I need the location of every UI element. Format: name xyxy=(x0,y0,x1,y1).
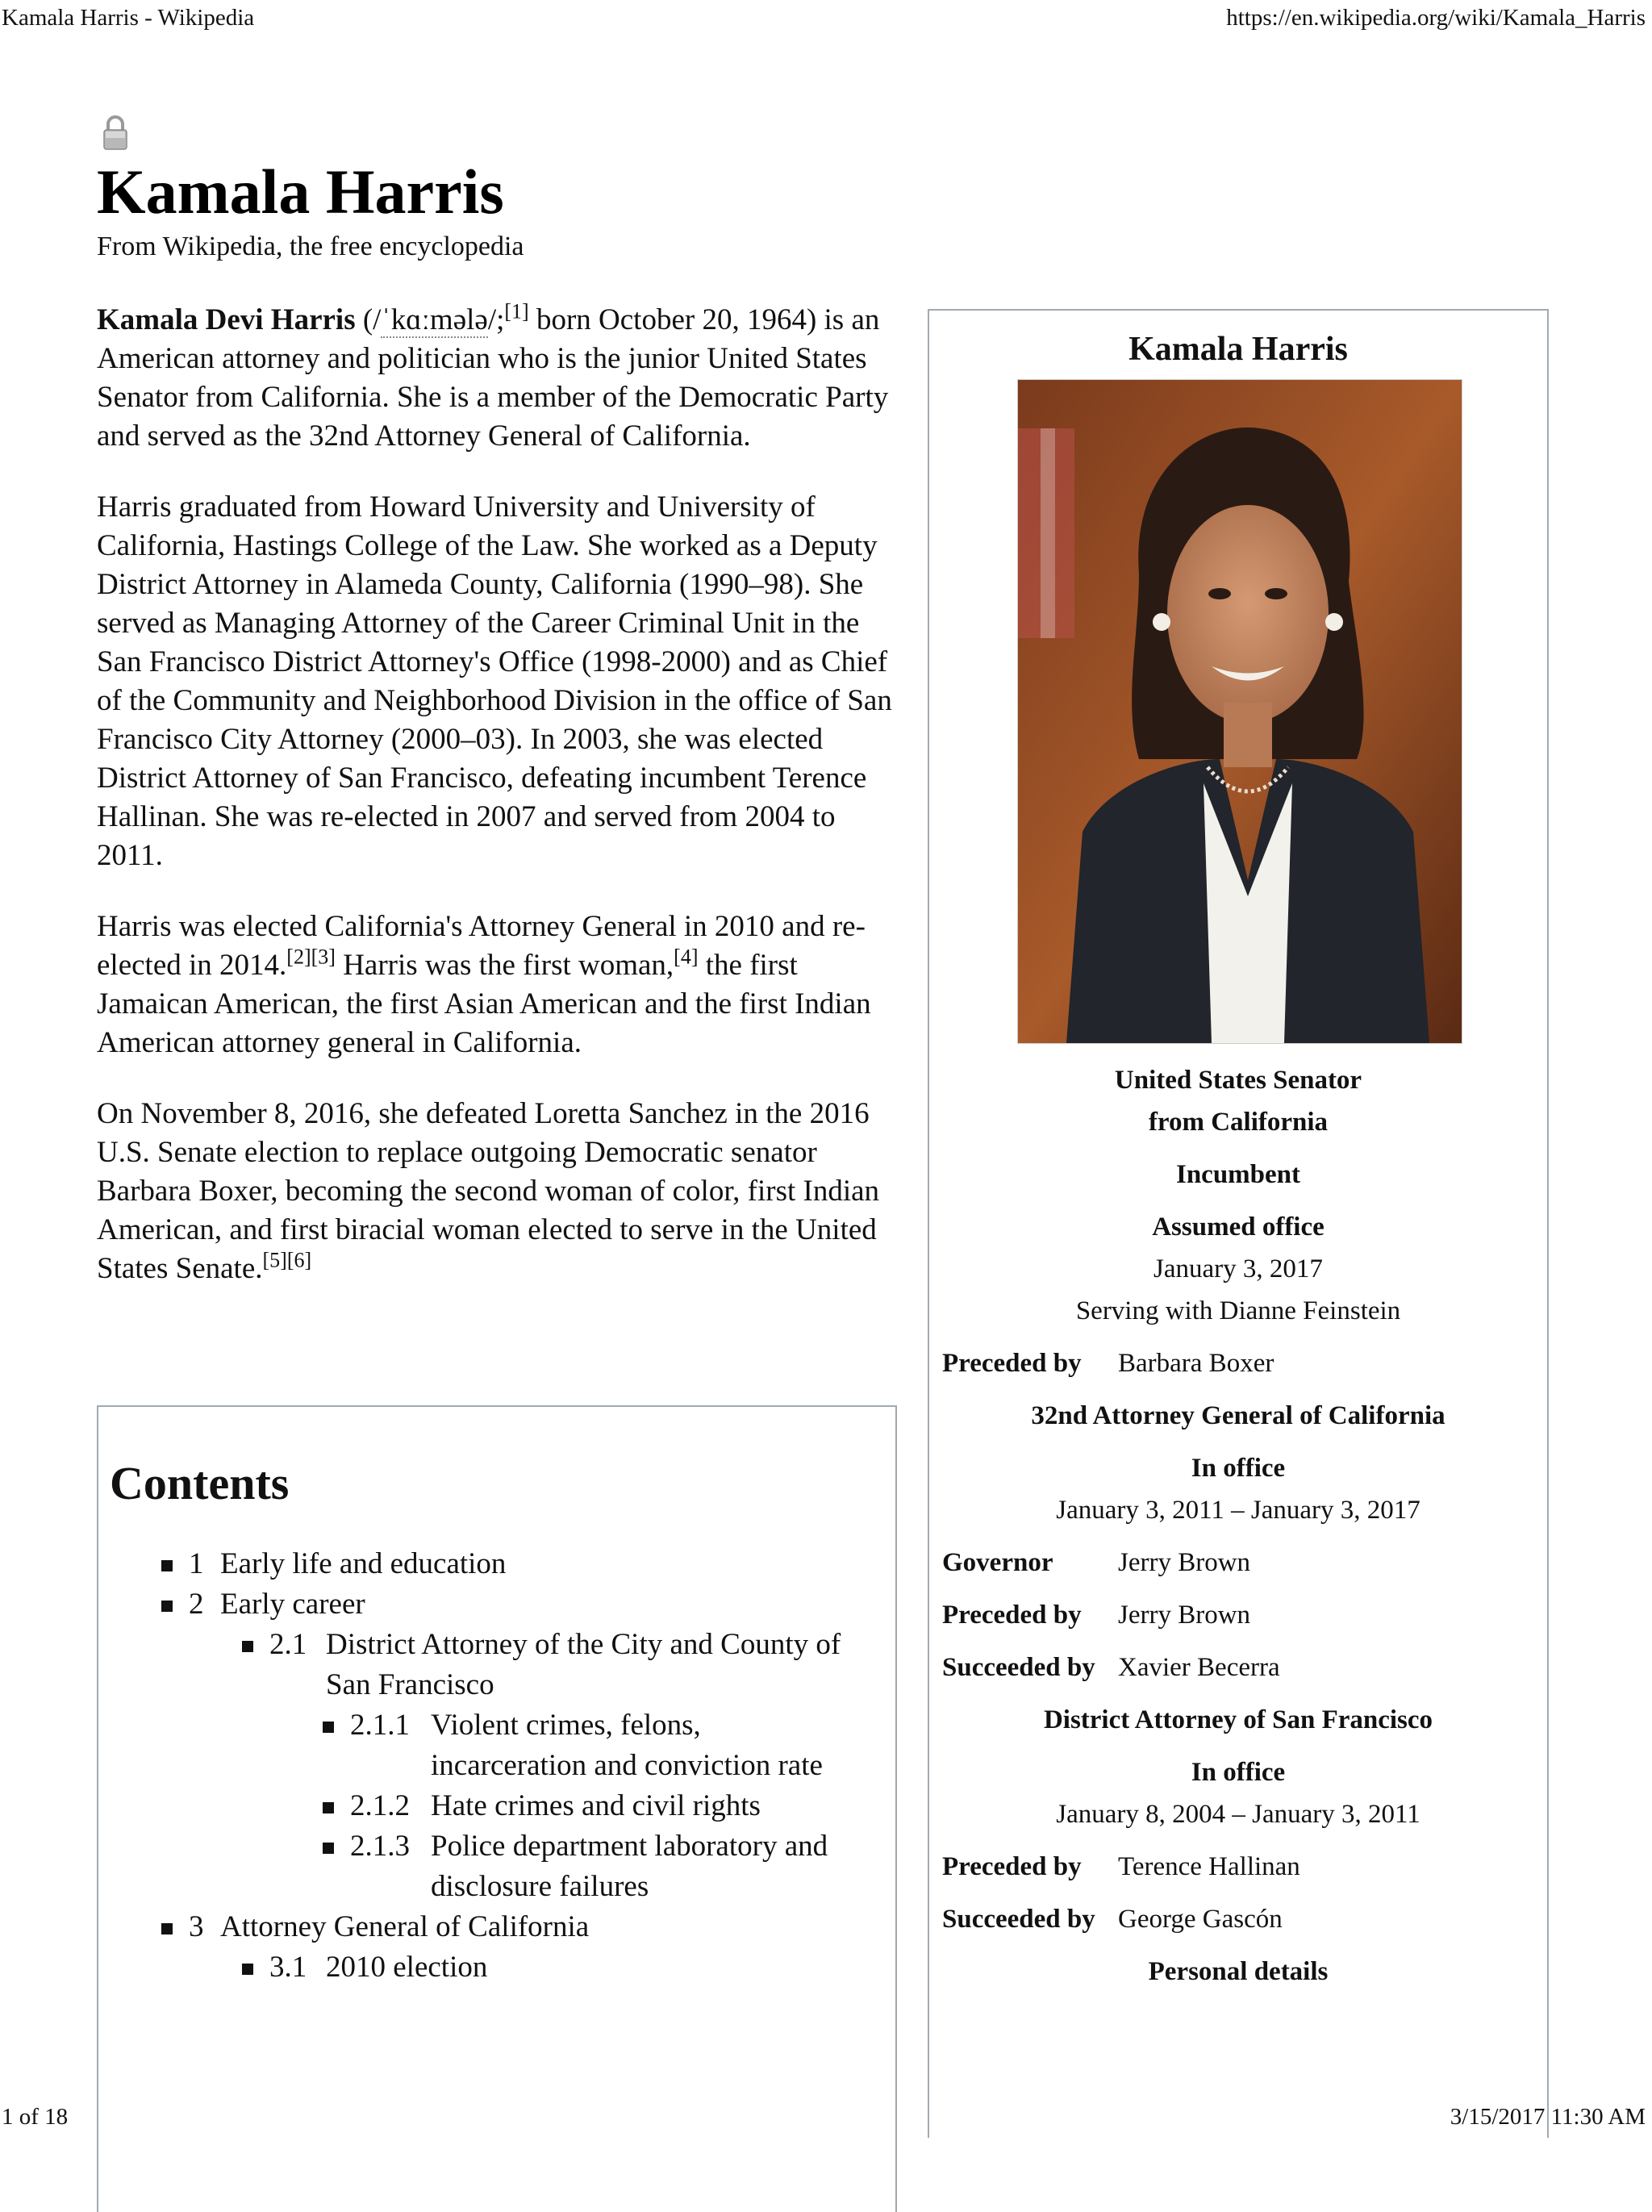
print-footer xyxy=(0,2101,1652,2133)
page-count: 1 of 18 xyxy=(2,2104,69,2130)
predecessor-link[interactable]: Terence Hallinan xyxy=(1118,1852,1300,1881)
ag-status: In office xyxy=(1191,1454,1286,1483)
bullet-icon xyxy=(161,1560,173,1571)
lock-icon xyxy=(101,113,130,152)
da-term: January 8, 2004 – January 3, 2011 xyxy=(1056,1800,1420,1829)
da-office[interactable]: District Attorney of San Francisco xyxy=(1043,1705,1433,1734)
bullet-icon xyxy=(242,1641,253,1652)
ag-term: January 3, 2011 – January 3, 2017 xyxy=(1056,1496,1420,1525)
predecessor-link[interactable]: Jerry Brown xyxy=(1118,1601,1251,1630)
personal-details-heading: Personal details xyxy=(1148,1957,1329,1986)
infobox-title: Kamala Harris xyxy=(1128,331,1348,368)
bullet-icon xyxy=(161,1601,173,1612)
bullet-icon xyxy=(323,1722,334,1733)
bullet-icon xyxy=(323,1843,334,1854)
toc-item[interactable]: 1 Early life and education xyxy=(98,1544,895,1584)
toc-item[interactable]: 2.1.3 Police department laboratory and disclosure failures xyxy=(98,1826,895,1907)
assumed-office-date: January 3, 2017 xyxy=(1153,1254,1323,1283)
bullet-icon xyxy=(161,1923,173,1934)
print-header xyxy=(0,2,1652,34)
print-page-title: Kamala Harris - Wikipedia xyxy=(2,5,255,31)
bullet-icon xyxy=(323,1802,334,1813)
predecessor-link[interactable]: Barbara Boxer xyxy=(1118,1349,1274,1378)
citation-link[interactable]: [6] xyxy=(286,1248,312,1272)
da-status: In office xyxy=(1191,1758,1286,1787)
infobox: Kamala Harris United States Senator from California Incumbent Assumed office January 3, 2017 Serving with Dianne Feinstein Preceded by Barbara Boxer 32nd Attorney General of California In office January 3, 2011 – January 3, 2017 Governor Jerry Brown Preceded by Jerry Brown Succeeded by Xavier Becerra District Attorney of San Francisco In office January 8, 2004 – January 3, 2011 Preceded by Terence Hallinan Succeeded by George Gascón Personal details xyxy=(928,309,1549,2138)
page-title: Kamala Harris xyxy=(97,157,504,227)
senate-office-state: from California xyxy=(1148,1108,1329,1137)
toc-item[interactable]: 3.1 2010 election xyxy=(98,1947,895,1988)
toc-item[interactable]: 2.1.2 Hate crimes and civil rights xyxy=(98,1786,895,1826)
assumed-office-label: Assumed office xyxy=(1152,1212,1325,1242)
successor-link[interactable]: Xavier Becerra xyxy=(1118,1653,1280,1682)
portrait-photo[interactable] xyxy=(1017,379,1462,1044)
citation-link[interactable]: [3] xyxy=(311,945,336,969)
citation-link[interactable]: [2] xyxy=(286,945,311,969)
education-paragraph: Harris graduated from Howard University and University of California, Hastings College of the Law. She worked as a Deputy District Attorney in Alameda County, California (1990–98). She served as Managing Attorney of the Career Criminal Unit in the San Francisco District Attorney's Office (1998-2000) and as Chief of the Community and Neighborhood Division in the office of San Francisco City Attorney (2000–03). In 2003, she was elected District Attorney of San Francisco, defeating incumbent Terence Hallinan. She was re-elected in 2007 and served from 2004 to 2011. xyxy=(97,490,892,872)
toc-list xyxy=(98,1544,895,1988)
site-tagline: From Wikipedia, the free encyclopedia xyxy=(97,232,524,261)
print-url: https://en.wikipedia.org/wiki/Kamala_Harris xyxy=(1226,5,1646,31)
toc-item[interactable]: 3 Attorney General of California xyxy=(98,1907,895,1947)
governor-link[interactable]: Jerry Brown xyxy=(1118,1548,1251,1577)
article-body xyxy=(97,301,903,1321)
successor-link[interactable]: George Gascón xyxy=(1118,1905,1283,1934)
intro-paragraph: Kamala Devi Harris (/ˈkɑːmələ/;[1] born October 20, 1964) is an American attorney and politician who is the junior United States Senator from California. She is a member of the Democratic Party and served as the 32nd Attorney General of California. xyxy=(97,299,889,453)
ag-office[interactable]: 32nd Attorney General of California xyxy=(1031,1401,1446,1430)
citation-link[interactable]: [1] xyxy=(504,299,529,323)
serving-with: Serving with Dianne Feinstein xyxy=(1075,1296,1401,1325)
subject-name: Kamala Devi Harris xyxy=(97,303,356,336)
toc-title: Contents xyxy=(110,1457,290,1509)
bullet-icon xyxy=(242,1964,253,1975)
toc-item[interactable]: 2 Early career xyxy=(98,1584,895,1625)
senate-office[interactable]: United States Senator xyxy=(1114,1066,1362,1095)
toc-item[interactable]: 2.1 District Attorney of the City and County of San Francisco xyxy=(98,1625,895,1705)
senate-status: Incumbent xyxy=(1175,1160,1301,1189)
senate-paragraph: On November 8, 2016, she defeated Loretta Sanchez in the 2016 U.S. Senate election to replace outgoing Democratic senator Barbara Boxer, becoming the second woman of color, first Indian American, and first biracial woman elected to serve in the United States Senate.[5][6] xyxy=(97,1097,880,1285)
toc-item[interactable]: 2.1.1 Violent crimes, felons, incarceration and conviction rate xyxy=(98,1705,895,1786)
citation-link[interactable]: [4] xyxy=(674,945,699,969)
print-datetime: 3/15/2017 11:30 AM xyxy=(1450,2104,1646,2130)
table-of-contents xyxy=(97,1405,897,2212)
attorney-general-paragraph: Harris was elected California's Attorney General in 2010 and re-elected in 2014.[2][3] Harris was the first woman,[4] the first Jamaican American, the first Asian American and the first Indian American attorney general in California. xyxy=(97,910,871,1059)
citation-link[interactable]: [5] xyxy=(262,1248,287,1272)
pronunciation-link[interactable]: ˈkɑːmələ xyxy=(381,303,488,336)
